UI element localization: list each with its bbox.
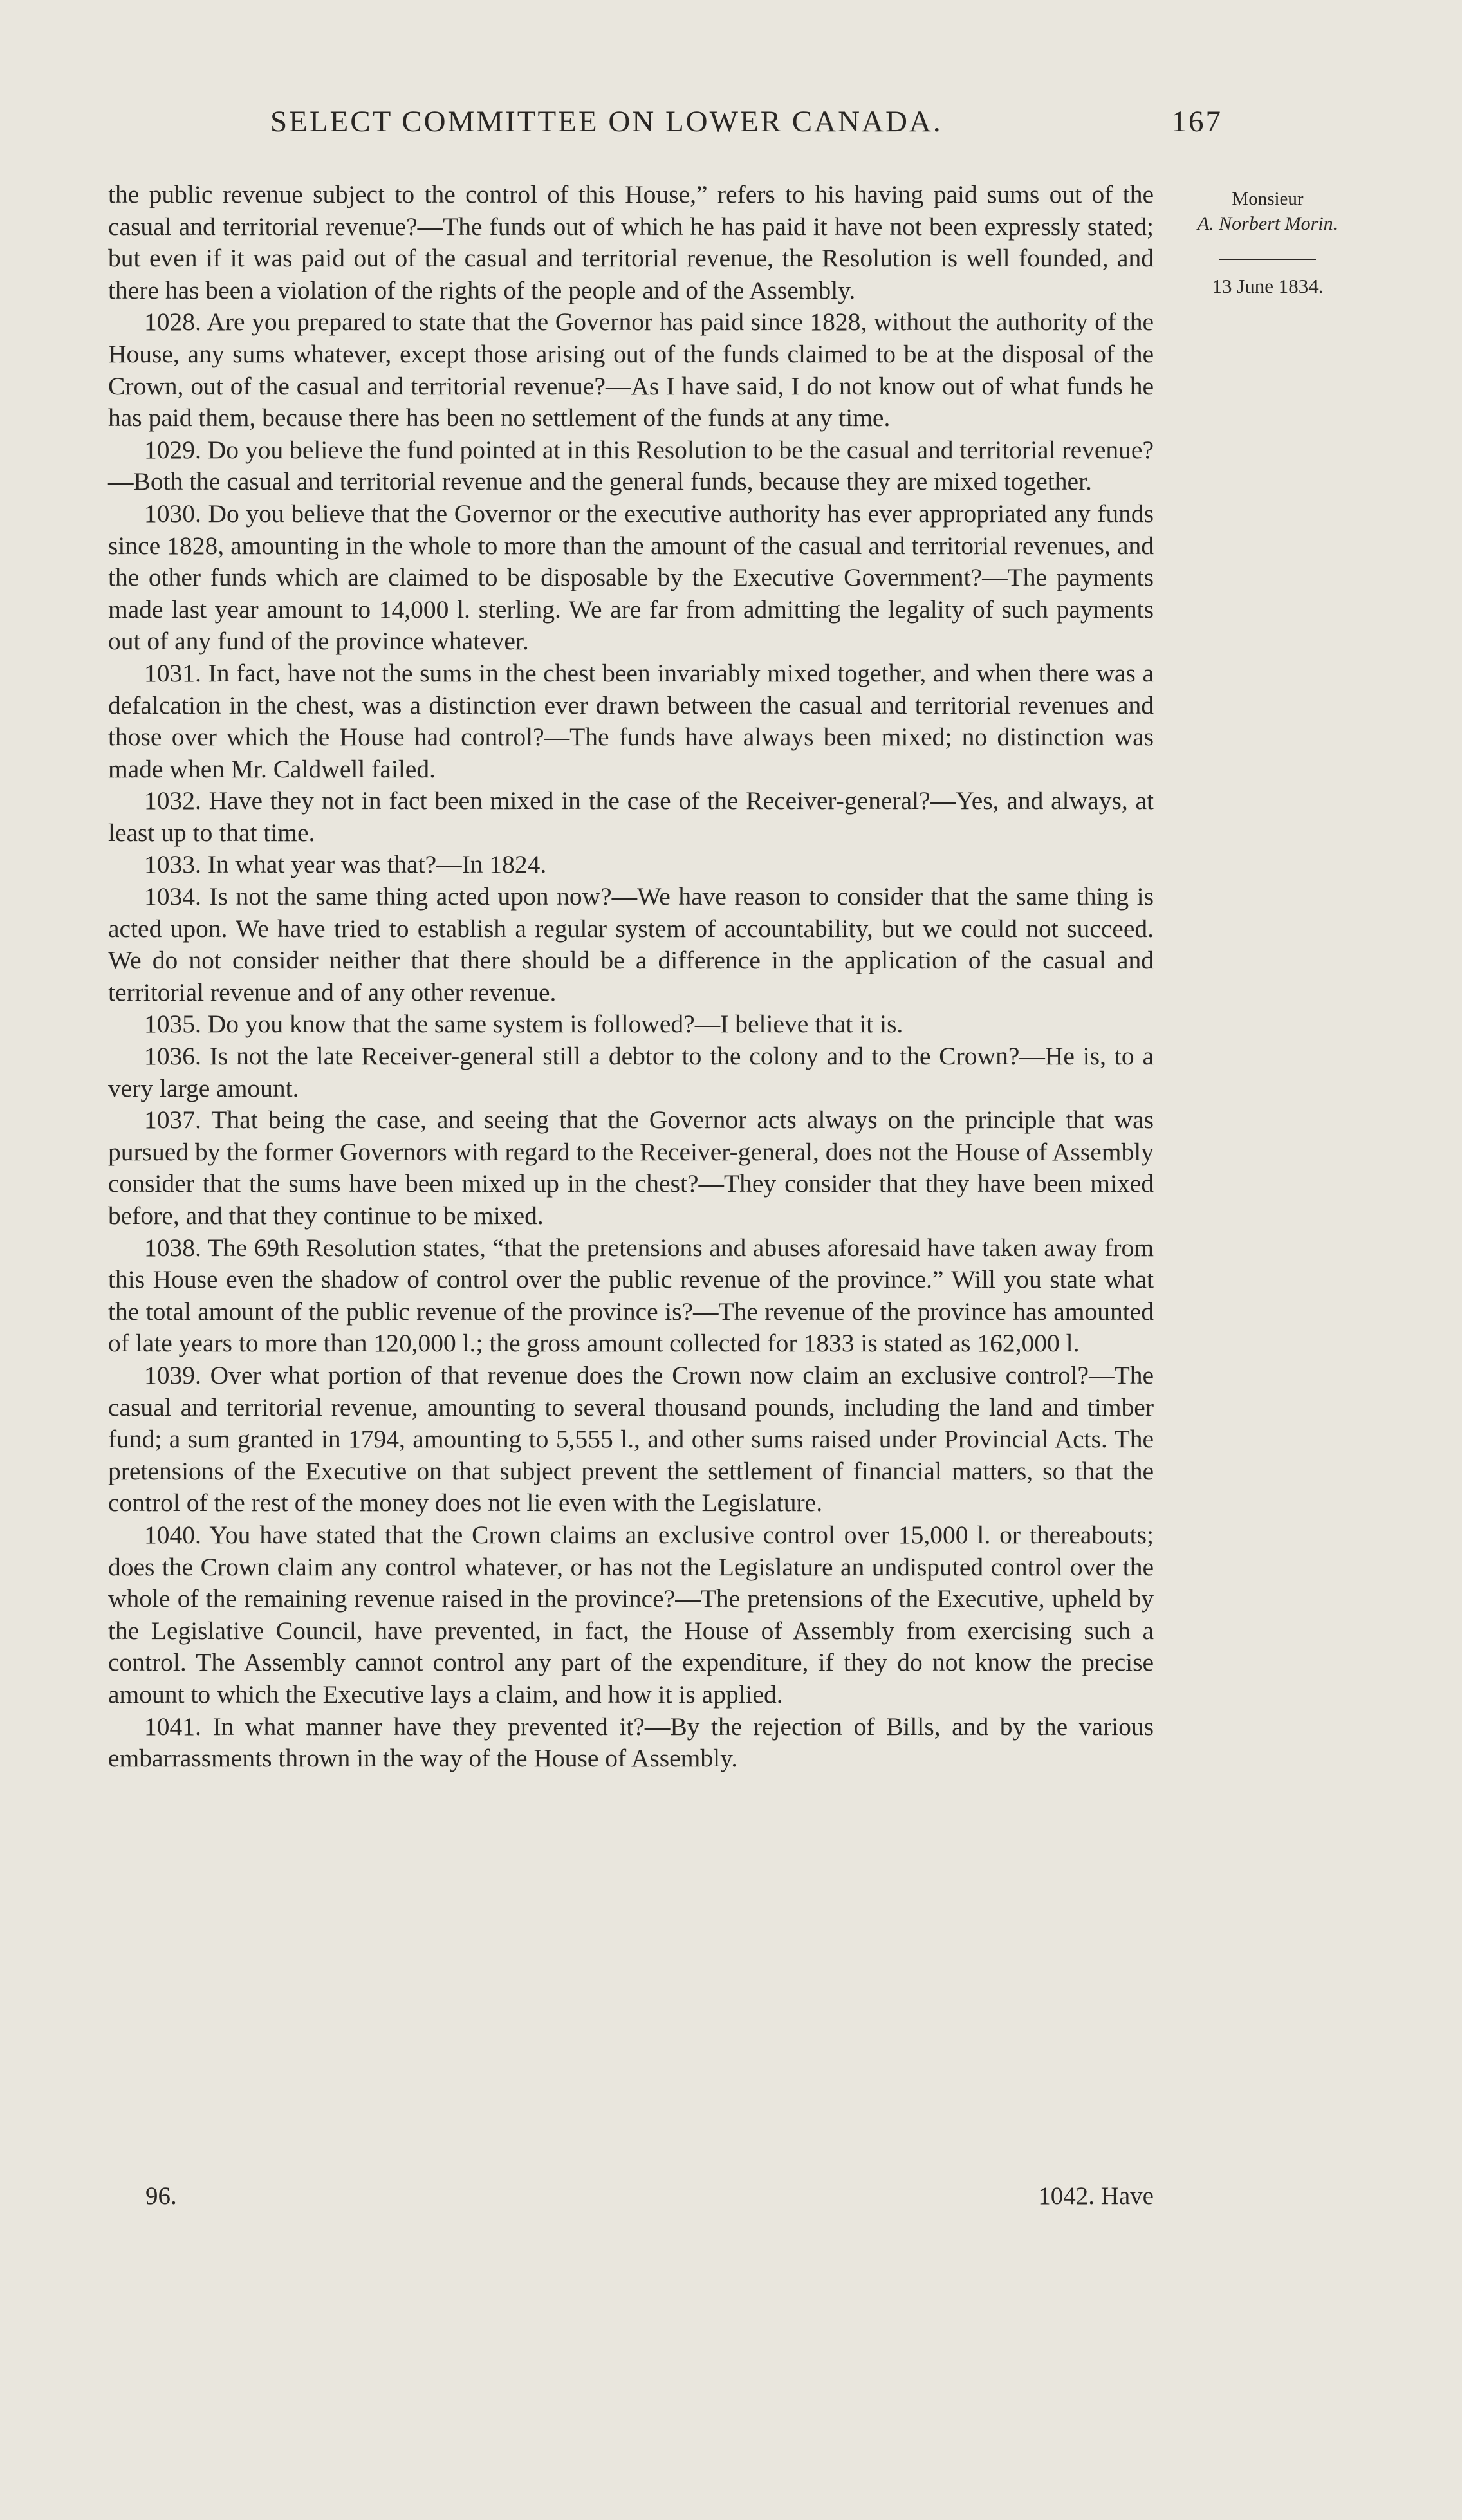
question-1041: 1041. In what manner have they prevented it?—By the rejection of Bills, and by the various embarrassments thrown in the way of the House of Assembly. bbox=[108, 1712, 1154, 1773]
question-1039: 1039. Over what portion of that revenue does the Crown now claim an exclusive control?—The casual and territorial revenue, amounting to several thousand pounds, including the land and timber fund; a sum granted in 1794, amounting to 5,555 l., and other sums raised under Provincial Acts. The pretensions of the Executive on that subject prevent the settlement of financial matters, so that the control of the rest of the money does not lie even with the Legislature. bbox=[108, 1360, 1154, 1517]
page-number: 167 bbox=[1171, 105, 1223, 138]
witness-title: Monsieur bbox=[1232, 189, 1304, 209]
testimony-date: 13 June 1834. bbox=[1212, 275, 1324, 297]
question-1031: 1031. In fact, have not the sums in the chest been invariably mixed together, and when there was a defalcation in the chest, was a distinction ever drawn between the casual and territorial revenues and those over which the House had control?—The funds have always been mixed; no distinction was made when Mr. Caldwell failed. bbox=[108, 658, 1154, 783]
witness-name: A. Norbert Morin. bbox=[1197, 213, 1338, 234]
question-1033: 1033. In what year was that?—In 1824. bbox=[144, 850, 547, 879]
question-1028: 1028. Are you prepared to state that the Governor has paid since 1828, without the authority of the House, any sums whatever, except those arising out of the funds claimed to be at the disposal of the Crown, out of the casual and territorial revenue?—As I have said, I do not know out of what funds he has paid them, because there has been no settlement of the funds at any time. bbox=[108, 308, 1154, 432]
question-1029: 1029. Do you believe the fund pointed at in this Resolution to be the casual and territorial revenue?—Both the casual and territorial revenue and the general funds, because they are mixed together. bbox=[108, 435, 1154, 496]
question-1034: 1034. Is not the same thing acted upon now?—We have reason to consider that the same thing is acted upon. We have tried to establish a regular system of accountability, but we could not succeed. We do not consider neither that there should be a difference in the application of the casual and territorial revenue and of any other revenue. bbox=[108, 882, 1154, 1006]
question-1035: 1035. Do you know that the same system is followed?—I believe that it is. bbox=[144, 1010, 903, 1039]
question-1036: 1036. Is not the late Receiver-general still a debtor to the colony and to the Crown?—He is, to a very large amount. bbox=[108, 1042, 1154, 1102]
page-title: SELECT COMMITTEE ON LOWER CANADA. bbox=[270, 105, 943, 138]
question-1038: 1038. The 69th Resolution states, “that the pretensions and abuses aforesaid have taken away from this House even the shadow of control over the public revenue of the province.” Will you state what the total amount of the public revenue of the province is?—The revenue of the province has amounted of late years to more than 120,000 l.; the gross amount collected for 1833 is stated as 162,000 l. bbox=[108, 1233, 1154, 1358]
signature-mark: 96. bbox=[145, 2182, 177, 2210]
question-1030: 1030. Do you believe that the Governor or the executive authority has ever appropriated any funds since 1828, amounting in the whole to more than the amount of the casual and territorial revenues, and the other funds which are claimed to be disposable by the Executive Government?—The payments made last year amount to 14,000 l. sterling. We are far from admitting the legality of such payments out of any fund of the province whatever. bbox=[108, 499, 1154, 656]
margin-divider bbox=[1219, 259, 1316, 260]
question-1032: 1032. Have they not in fact been mixed in the case of the Receiver-general?—Yes, and always, at least up to that time. bbox=[108, 786, 1154, 847]
paragraph-continuation: the public revenue subject to the control of this House,” refers to his having paid sums out of the casual and territorial revenue?—The funds out of which he has paid it have not been expressly stated; but even if it was paid out of the casual and territorial revenue, the Resolution is well founded, and there has been a violation of the rights of the people and of the Assembly. bbox=[108, 180, 1154, 304]
catchword: 1042. Have bbox=[1038, 2182, 1154, 2210]
body-text bbox=[108, 179, 1154, 1775]
question-1037: 1037. That being the case, and seeing that the Governor acts always on the principle that was pursued by the former Governors with regard to the Receiver-general, does not the House of Assembly consider that the sums have been mixed up in the chest?—They consider that they have been mixed before, and that they continue to be mixed. bbox=[108, 1106, 1154, 1230]
question-1040: 1040. You have stated that the Crown claims an exclusive control over 15,000 l. or thereabouts; does the Crown claim any control whatever, or has not the Legislature an undisputed control over the whole of the remaining revenue raised in the province?—The pretensions of the Executive, upheld by the Legislative Council, have prevented, in fact, the House of Assembly from exercising such a control. The Assembly cannot control any part of the expenditure, if they do not know the precise amount to which the Executive lays a claim, and how it is applied. bbox=[108, 1520, 1154, 1709]
margin-note bbox=[1171, 187, 1364, 299]
